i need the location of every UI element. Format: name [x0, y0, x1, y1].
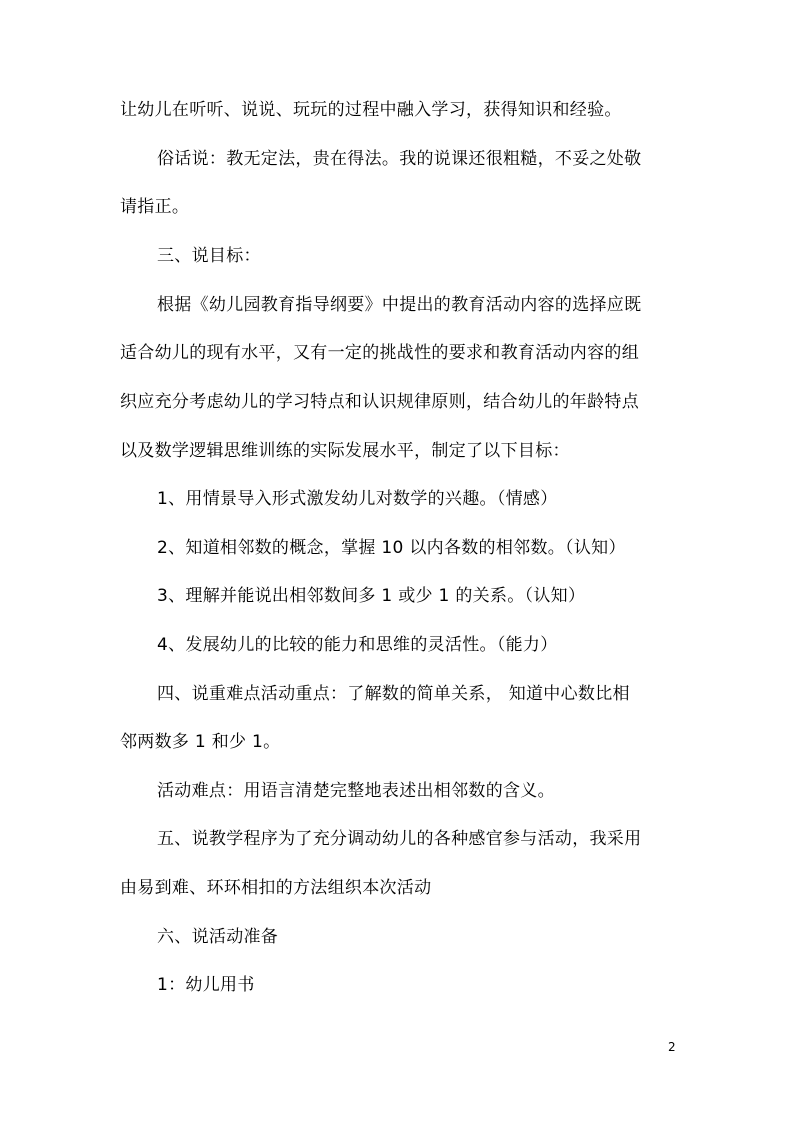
paragraph-line: 适合幼儿的现有水平，又有一定的挑战性的要求和教育活动内容的组	[120, 343, 639, 363]
list-item: 3、理解并能说出相邻数间多 1 或少 1 的关系。（认知）	[157, 586, 586, 606]
list-item: 1、用情景导入形式激发幼儿对数学的兴趣。（情感）	[157, 489, 558, 509]
paragraph-line: 以及数学逻辑思维训练的实际发展水平，制定了以下目标：	[120, 441, 570, 461]
paragraph-line: 请指正。	[120, 197, 190, 217]
paragraph-line: 俗话说：教无定法，贵在得法。我的说课还很粗糙，不妥之处敬	[157, 149, 642, 169]
paragraph-line: 根据《幼儿园教育指导纲要》中提出的教育活动内容的选择应既	[157, 295, 642, 315]
section-heading: 六、说活动准备	[157, 927, 279, 947]
paragraph-line: 活动难点：用语言清楚完整地表述出相邻数的含义。	[157, 781, 555, 801]
paragraph-line: 邻两数多 1 和少 1。	[120, 732, 281, 752]
list-item: 1：幼儿用书	[157, 975, 255, 995]
list-item: 4、发展幼儿的比较的能力和思维的灵活性。（能力）	[157, 635, 558, 655]
section-heading: 四、说重难点活动重点：了解数的简单关系， 知道中心数比相	[157, 684, 630, 704]
section-heading: 三、说目标：	[157, 246, 261, 266]
section-heading: 五、说教学程序为了充分调动幼儿的各种感官参与活动，我采用	[157, 829, 642, 849]
page-number: 2	[668, 1040, 676, 1054]
paragraph-line: 让幼儿在听听、说说、玩玩的过程中融入学习，获得知识和经验。	[120, 100, 622, 120]
paragraph-line: 织应充分考虑幼儿的学习特点和认识规律原则，结合幼儿的年龄特点	[120, 392, 639, 412]
list-item: 2、知道相邻数的概念，掌握 10 以内各数的相邻数。（认知）	[157, 538, 626, 558]
paragraph-line: 由易到难、环环相扣的方法组织本次活动	[120, 878, 432, 898]
